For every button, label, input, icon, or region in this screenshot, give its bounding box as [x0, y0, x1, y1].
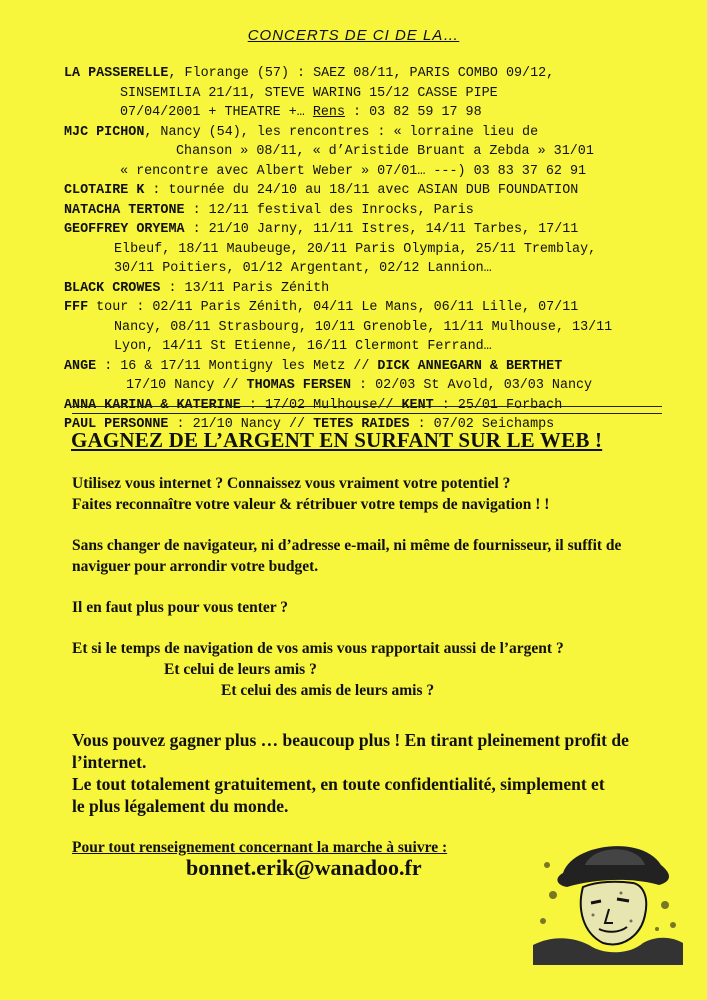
paragraph-line: l’internet.	[72, 752, 147, 772]
entry-text: 07/04/2001 + THEATRE +…	[120, 105, 313, 120]
concert-entry	[64, 357, 704, 377]
ad-body	[72, 473, 692, 858]
contact-prompt: Pour tout renseignement concernant la marche à suivre :	[72, 839, 448, 856]
entry-text: Nancy, 08/11 Strasbourg, 10/11 Grenoble, 11/11 Mulhouse, 13/11	[114, 319, 613, 335]
concert-entry	[64, 123, 704, 143]
portrait-icon	[533, 825, 683, 965]
entry-text: : tournée du 24/10 au 18/11 avec ASIAN DUB FOUNDATION	[144, 183, 579, 198]
artist-name: TETES RAIDES	[313, 417, 410, 432]
paragraph-line: Vous pouvez gagner plus … beaucoup plus ! En tirant pleinement profit de	[72, 730, 629, 750]
double-divider	[72, 406, 662, 414]
entry-text: : 16 & 17/11 Montigny les Metz //	[96, 358, 378, 374]
entry-text: , Florange (57) : SAEZ 08/11, PARIS COMBO 09/12,	[168, 66, 555, 81]
paragraph-line: le plus légalement du monde.	[72, 796, 289, 816]
entry-text: , Nancy (54), les rencontres : « lorraine lieu de	[144, 124, 539, 140]
entry-text: tour : 02/11 Paris Zénith, 04/11 Le Mans, 06/11 Lille, 07/11	[88, 300, 579, 315]
artist-name: GEOFFREY ORYEMA	[64, 222, 185, 237]
entry-text: « rencontre avec Albert Weber » 07/01… ---) 03 83 37 62 91	[120, 163, 587, 179]
venue-name: MJC PICHON	[64, 124, 145, 140]
paragraph-line: Faites reconnaître votre valeur & rétribuer votre temps de navigation ! !	[72, 496, 550, 513]
concert-entry	[64, 201, 704, 221]
entry-line	[64, 376, 704, 396]
paragraph-line: Et si le temps de navigation de vos amis vous rapportait aussi de l’argent ?	[72, 640, 564, 657]
entry-line	[64, 259, 704, 279]
entry-text: : 12/11 festival des Inrocks, Paris	[184, 202, 474, 218]
entry-text: : 02/03 St Avold, 03/03 Nancy	[351, 378, 593, 393]
artist-name: PAUL PERSONNE	[64, 417, 169, 432]
paragraph-line: Et celui des amis de leurs amis ?	[221, 682, 435, 699]
entry-text: Lyon, 14/11 St Etienne, 16/11 Clermont Ferrand…	[114, 339, 492, 354]
paragraph-line: Utilisez vous internet ? Connaissez vous vraiment votre potentiel ?	[72, 475, 511, 492]
paragraph-line: Le tout totalement gratuitement, en toute confidentialité, simplement et	[72, 774, 605, 794]
entry-line	[64, 240, 704, 260]
entry-text: SINSEMILIA 21/11, STEVE WARING 15/12 CASSE PIPE	[120, 85, 498, 101]
concert-entry	[64, 181, 704, 201]
paragraph-line: Il en faut plus pour vous tenter ?	[72, 599, 289, 616]
concert-entry	[64, 220, 704, 240]
artist-name: THOMAS FERSEN	[246, 378, 352, 393]
artist-name: ANNA KARINA & KATERINE	[64, 397, 241, 413]
entry-text: : 21/10 Nancy //	[168, 417, 314, 432]
artist-name: FFF	[64, 300, 89, 315]
venue-name: LA PASSERELLE	[64, 66, 169, 81]
entry-text: 17/10 Nancy //	[126, 378, 247, 393]
entry-text: : 25/01 Forbach	[433, 397, 563, 413]
entry-text: : 13/11 Paris Zénith	[160, 280, 330, 296]
concert-list	[64, 64, 704, 435]
paragraph-line: Et celui de leurs amis ?	[164, 661, 317, 678]
concert-entry	[64, 279, 704, 299]
rens-value: : 03 82 59 17 98	[345, 105, 482, 120]
artist-name: DICK ANNEGARN & BERTHET	[377, 358, 563, 374]
entry-line	[64, 318, 704, 338]
contact-email[interactable]: bonnet.erik@wanadoo.fr	[186, 855, 422, 880]
entry-text: : 17/02 Mulhouse//	[240, 397, 402, 413]
entry-line	[64, 142, 704, 162]
ad-headline: GAGNEZ DE L’ARGENT EN SURFANT SUR LE WEB !	[71, 428, 603, 452]
concert-entry	[64, 298, 704, 318]
rens-label: Rens	[312, 105, 346, 120]
entry-line	[64, 162, 704, 182]
page-title: CONCERTS DE CI DE LA…	[247, 27, 460, 44]
concert-entry	[64, 64, 704, 84]
entry-line	[64, 103, 704, 123]
entry-text: : 21/10 Jarny, 11/11 Istres, 14/11 Tarbes, 17/11	[184, 222, 579, 237]
paragraph-line: Sans changer de navigateur, ni d’adresse e-mail, ni même de fournisseur, il suffit de	[72, 537, 622, 554]
paragraph-line: naviguer pour arrondir votre budget.	[72, 558, 319, 575]
entry-line	[64, 84, 704, 104]
entry-text: 30/11 Poitiers, 01/12 Argentant, 02/12 Lannion…	[114, 261, 492, 276]
entry-line	[64, 337, 704, 357]
artist-name: KENT	[401, 397, 434, 413]
entry-text: Elbeuf, 18/11 Maubeuge, 20/11 Paris Olympia, 25/11 Tremblay,	[114, 241, 597, 257]
artist-name: ANGE	[64, 358, 97, 374]
entry-text: Chanson » 08/11, « d’Aristide Bruant a Zebda » 31/01	[176, 144, 594, 159]
artist-name: BLACK CROWES	[64, 280, 161, 296]
entry-text: : 07/02 Seichamps	[409, 417, 555, 432]
artist-name: NATACHA TERTONE	[64, 202, 185, 218]
artist-name: CLOTAIRE K	[64, 183, 145, 198]
